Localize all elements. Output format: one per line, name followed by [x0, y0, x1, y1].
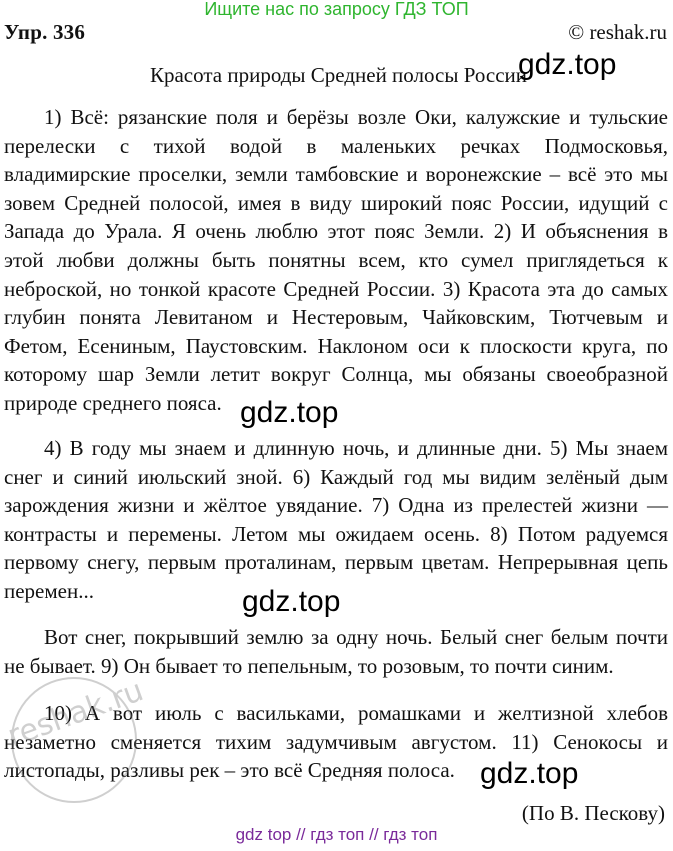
copyright-label[interactable]: © reshak.ru — [568, 20, 667, 44]
text-line: которому шар Земли летит вокруг Солнца, мы обязаны своеобразной — [4, 362, 668, 387]
text-line: владимирские проселки, земли тамбовские и воронежские – всё это мы — [4, 162, 668, 187]
watermark-gdz-top: gdz.top — [518, 48, 617, 81]
paragraph-2 — [4, 434, 668, 606]
author-attribution: (По В. Пескову) — [521, 801, 665, 825]
text-line: 1) Всё: рязанские поля и берёзы возле Оки, калужские и тульские — [44, 105, 668, 129]
text-line: неброской, но тонкой красоте Средней России. 3) Красота эта до самых — [4, 276, 668, 301]
reshak-stamp-watermark — [0, 655, 164, 805]
text-line: Фетом, Есениным, Паустовским. Наклоном оси к плоскости круга, по — [4, 333, 668, 358]
text-line: снег и синий июльский зной. 6) Каждый год мы видим зелёный дым — [4, 464, 668, 489]
text-line: первому снегу, первым проталинам, первым цветам. Непрерывная цепь — [4, 550, 668, 575]
text-line: Запада до Урала. Я очень люблю этот пояс Земли. 2) И объяснения в — [4, 219, 668, 244]
text-line: 4) В году мы знаем и длинную ночь, и длинные дни. 5) Мы знаем — [44, 436, 668, 460]
text-line: зовем Средней полосой, имея в виду широкий пояс России, идущий с — [4, 190, 668, 215]
text-line: природе среднего пояса. — [4, 390, 222, 415]
text-line: контрасты и перемены. Летом мы ожидаем осень. 8) Потом радуемся — [4, 521, 668, 546]
text-line: перелески с тихой водой в маленьких речках Подмосковья, — [4, 133, 668, 158]
watermark-gdz-top: gdz.top — [480, 757, 579, 790]
watermark-gdz-top: gdz.top — [240, 396, 339, 429]
text-line: зарождения жизни и жёлтое увядание. 7) Одна из прелестей жизни — — [4, 493, 668, 518]
text-line: Вот снег, покрывший землю за одну ночь. Белый снег белым почти — [44, 625, 668, 649]
text-line: глубин понята Левитаном и Нестеровым, Чайковским, Тютчевым и — [4, 305, 668, 330]
text-line: 10) А вот июль с васильками, ромашками и желтизной хлебов — [44, 701, 668, 725]
text-line: листопады, разливы рек – это всё Средняя полоса. — [4, 758, 455, 783]
watermark-gdz-top: gdz.top — [242, 585, 341, 618]
bottom-banner[interactable]: gdz top // гдз топ // гдз топ — [235, 825, 438, 844]
svg-text:reshak.ru: reshak.ru — [3, 673, 148, 755]
exercise-title: Упр. 336 — [4, 20, 86, 44]
paragraph-1 — [4, 103, 668, 418]
text-line: этой любви должны быть понятны всем, кто сумел приглядеться к — [4, 247, 668, 272]
document-title: Красота природы Средней полосы России — [149, 63, 527, 87]
text-line: перемен... — [4, 578, 94, 603]
top-banner[interactable]: Ищите нас по запросу ГДЗ ТОП — [204, 0, 469, 19]
text-line: незаметно сменяется тихим задумчивым августом. 11) Сенокосы и — [4, 729, 668, 754]
text-line: не бывает. 9) Он бывает то пепельным, то розовым, то почти синим. — [4, 653, 614, 678]
